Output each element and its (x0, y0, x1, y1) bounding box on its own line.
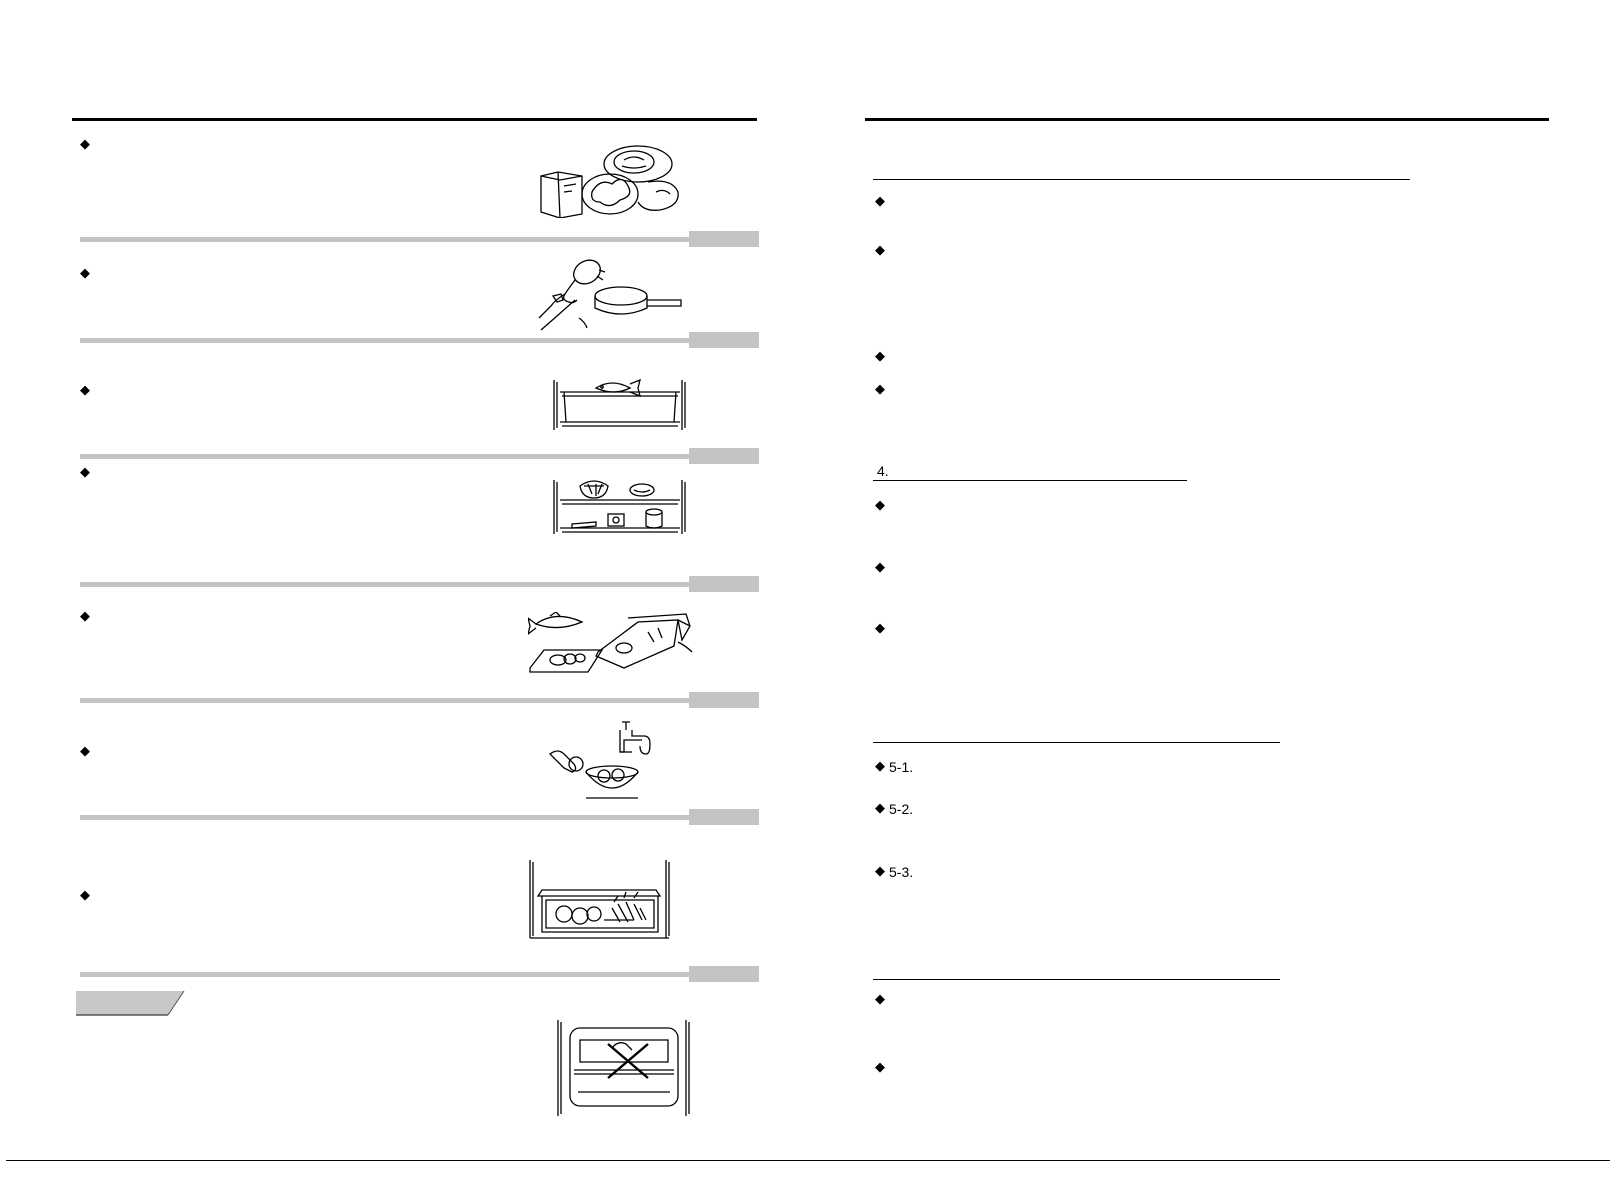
bullet-marker: ◆ (875, 863, 885, 878)
bullet-marker: ◆ (80, 136, 90, 151)
right-page-top-rule (865, 118, 1549, 121)
bullet-marker: ◆ (80, 265, 90, 280)
subheading-underline (873, 179, 1410, 180)
subheading-underline (873, 742, 1280, 743)
section-divider (80, 815, 689, 820)
hand-pan-icon (535, 256, 685, 332)
fish-cutting-board-wrap-icon (528, 612, 694, 676)
subsection-5-1-number: 5-1. (889, 759, 914, 775)
section-divider (80, 237, 689, 242)
bullet-marker: ◆ (80, 608, 90, 623)
section-divider (80, 972, 689, 977)
bullet-marker: ◆ (875, 381, 885, 396)
bullet-marker: ◆ (875, 620, 885, 635)
section-divider-tab (689, 966, 759, 982)
note-label-tab (76, 991, 186, 1022)
bullet-marker: ◆ (875, 193, 885, 208)
page-bottom-rule (6, 1160, 1610, 1161)
bullet-marker: ◆ (875, 348, 885, 363)
section-divider-tab (689, 809, 759, 825)
section-divider-tab (689, 448, 759, 464)
section-divider-tab (689, 231, 759, 247)
subsection-5-2-number: 5-2. (889, 801, 914, 817)
frozen-food-packages-icon (538, 142, 683, 218)
bullet-marker: ◆ (875, 758, 885, 773)
bullet-marker: ◆ (80, 382, 90, 397)
section-divider (80, 582, 689, 587)
food-items-on-shelves-icon (552, 478, 687, 536)
subheading-underline (873, 979, 1280, 980)
no-food-in-compartment-icon (556, 1018, 692, 1118)
bullet-marker: ◆ (875, 800, 885, 815)
bullet-marker: ◆ (80, 743, 90, 758)
bullet-marker: ◆ (875, 242, 885, 257)
section-4-number: 4. (877, 463, 889, 479)
subheading-underline (873, 480, 1187, 481)
section-divider-tab (689, 576, 759, 592)
bullet-marker: ◆ (80, 464, 90, 479)
bullet-marker: ◆ (875, 991, 885, 1006)
bullet-marker: ◆ (875, 1059, 885, 1074)
bullet-marker: ◆ (80, 887, 90, 902)
section-divider-tab (689, 332, 759, 348)
section-divider-tab (689, 692, 759, 708)
section-divider (80, 454, 689, 459)
section-divider (80, 338, 689, 343)
bullet-marker: ◆ (875, 559, 885, 574)
section-divider (80, 698, 689, 703)
fish-on-shelf-icon (552, 378, 687, 432)
bullet-marker: ◆ (875, 497, 885, 512)
subsection-5-3-number: 5-3. (889, 864, 914, 880)
left-page-top-rule (72, 118, 757, 121)
faucet-washing-bowl-icon (546, 718, 666, 802)
crisper-drawer-vegetables-icon (528, 858, 672, 940)
